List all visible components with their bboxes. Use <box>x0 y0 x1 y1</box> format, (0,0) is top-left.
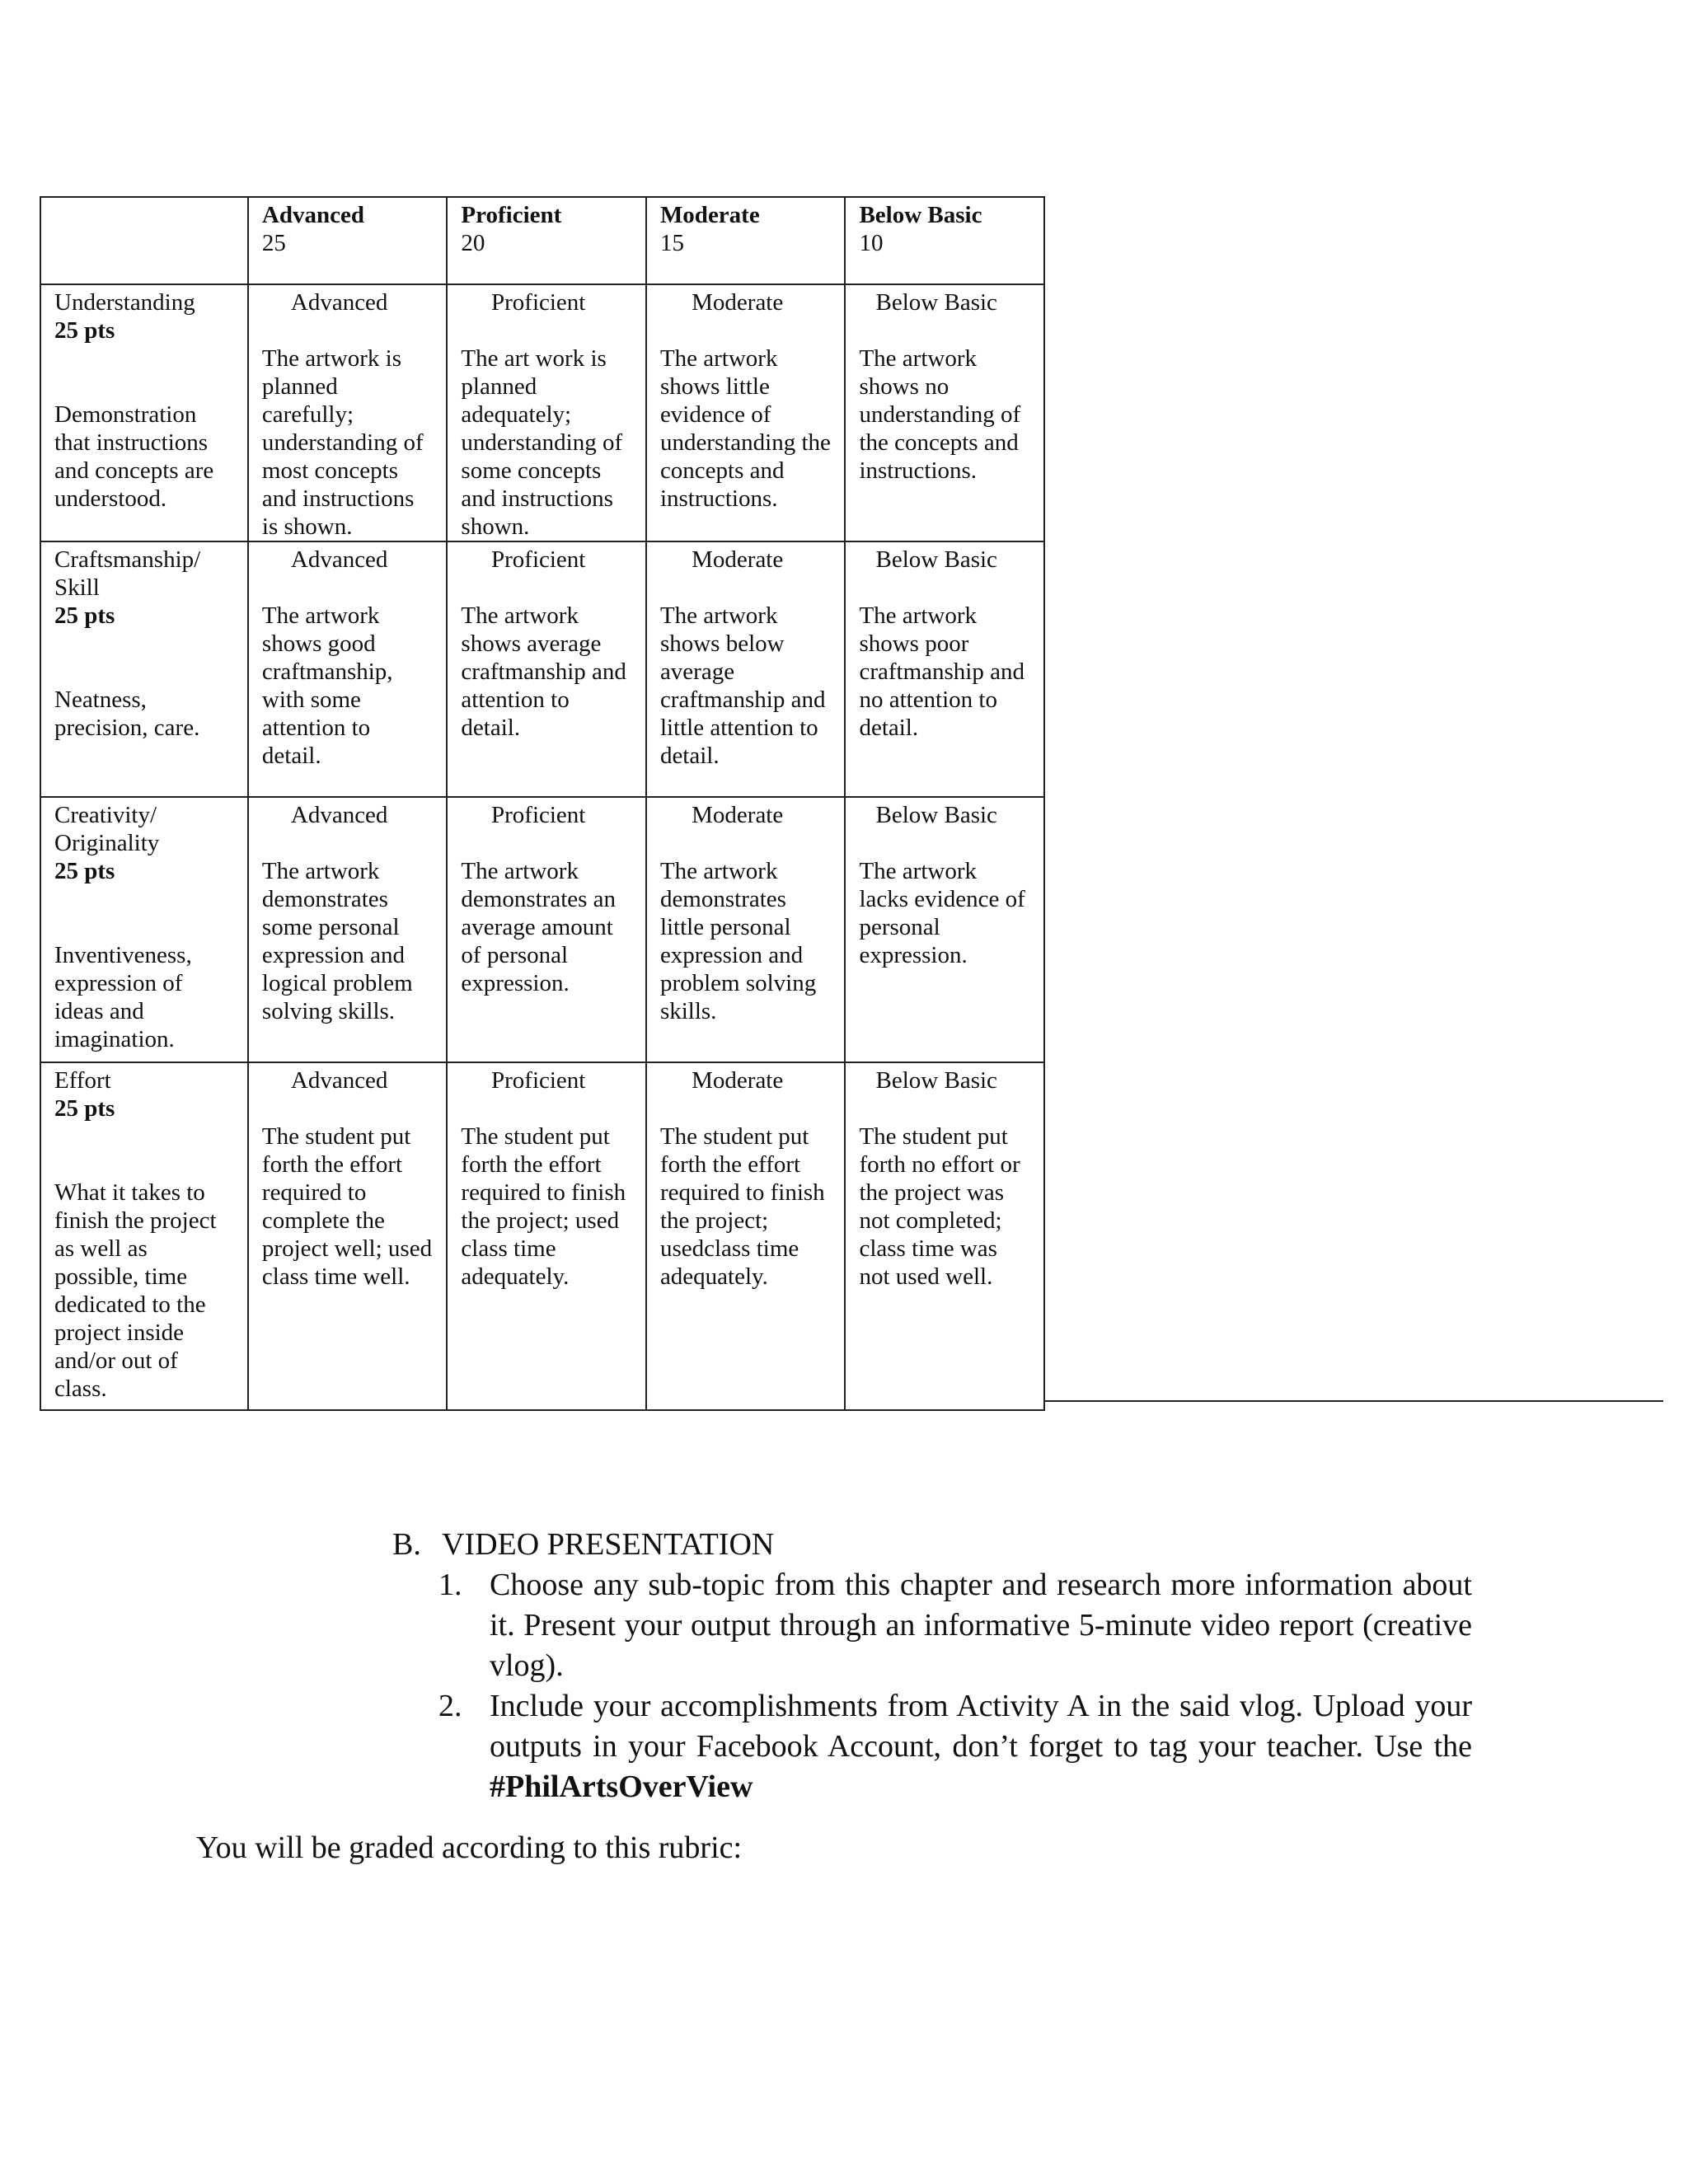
criterion-row-understanding <box>40 284 1044 541</box>
table-bottom-rule <box>1045 1400 1663 1402</box>
rubric-cell <box>845 797 1044 1062</box>
header-level-moderate <box>646 197 846 284</box>
criterion-cell <box>40 1062 248 1410</box>
rubric-table <box>40 196 1045 1411</box>
rubric-cell <box>248 284 448 541</box>
cell-description: The artwork lacks evidence of personal expression. <box>859 858 1025 968</box>
header-level-proficient <box>447 197 646 284</box>
criterion-name: Understanding <box>54 289 195 316</box>
cell-level-label: Moderate <box>692 546 784 573</box>
cell-level-label: Proficient <box>491 802 586 828</box>
cell-level-label: Moderate <box>692 1067 784 1094</box>
cell-level-label: Proficient <box>491 289 586 316</box>
criterion-description: Neatness, precision, care. <box>54 687 200 741</box>
list-item-number: 1. <box>438 1568 462 1602</box>
rubric-cell <box>845 541 1044 797</box>
rubric-cell <box>447 284 646 541</box>
cell-level-label: Moderate <box>692 289 784 316</box>
criterion-description: Inventiveness, expression of ideas and imagination. <box>54 942 192 1052</box>
cell-description: The artwork shows below average craftmanship and little attention to detail. <box>659 602 826 769</box>
cell-level-label: Proficient <box>491 1067 586 1094</box>
cell-description: The student put forth no effort or the project was not completed; class time was not used well. <box>859 1123 1020 1290</box>
list-item-number: 2. <box>438 1689 462 1723</box>
section-heading <box>392 1525 1472 1565</box>
list-item <box>392 1565 1472 1686</box>
rubric-header-row <box>40 197 1044 284</box>
cell-level-label: Below Basic <box>875 802 997 828</box>
rubric-cell <box>248 541 448 797</box>
criterion-cell <box>40 797 248 1062</box>
cell-level-label: Advanced <box>290 289 388 316</box>
rubric-cell <box>646 541 846 797</box>
cell-description: The student put forth the effort required to finish the project; usedclass time adequately. <box>659 1123 825 1290</box>
cell-description: The artwork demonstrates some personal expression and logical problem solving skills. <box>261 858 413 1024</box>
cell-level-label: Moderate <box>692 802 784 828</box>
cell-level-label: Advanced <box>290 802 388 828</box>
criterion-name: Craftsmanship/ Skill <box>54 546 201 601</box>
cell-description: The artwork is planned carefully; understanding of most concepts and instructions is shown. <box>261 345 424 540</box>
list-item <box>392 1686 1472 1807</box>
rubric-cell <box>845 1062 1044 1410</box>
criterion-points: 25 pts <box>54 602 115 629</box>
cell-level-label: Proficient <box>491 546 586 573</box>
section-video-presentation <box>392 1525 1472 1807</box>
cell-level-label: Advanced <box>290 546 388 573</box>
level-name: Proficient <box>461 202 562 228</box>
level-points: 10 <box>859 230 884 256</box>
criterion-points: 25 pts <box>54 858 115 884</box>
cell-level-label: Below Basic <box>875 1067 997 1094</box>
list-item-text: Choose any sub-topic from this chapter and research more information about it. Present your output through an informative 5-minute video report (creative vlog). <box>490 1568 1472 1683</box>
cell-level-label: Below Basic <box>875 289 997 316</box>
graded-note: You will be graded according to this rubric: <box>196 1830 743 1865</box>
header-level-advanced <box>248 197 448 284</box>
cell-description: The student put forth the effort required to finish the project; used class time adequately. <box>461 1123 626 1290</box>
criterion-cell <box>40 284 248 541</box>
criterion-points: 25 pts <box>54 317 115 344</box>
cell-description: The artwork demonstrates little personal expression and problem solving skills. <box>659 858 817 1024</box>
level-name: Advanced <box>261 202 364 228</box>
rubric-cell <box>248 797 448 1062</box>
header-empty-cell <box>40 197 248 284</box>
header-level-below-basic <box>845 197 1044 284</box>
cell-description: The artwork shows little evidence of understanding the concepts and instructions. <box>659 345 831 512</box>
instructions-list <box>392 1565 1472 1807</box>
level-points: 15 <box>659 230 684 256</box>
cell-description: The student put forth the effort required to complete the project well; used class time well. <box>261 1123 433 1290</box>
cell-level-label: Advanced <box>290 1067 388 1094</box>
rubric-cell <box>447 1062 646 1410</box>
section-letter: B. <box>392 1527 421 1562</box>
cell-description: The artwork shows good craftmanship, with some attention to detail. <box>261 602 393 769</box>
section-title: VIDEO PRESENTATION <box>442 1527 775 1562</box>
cell-description: The artwork shows no understanding of the concepts and instructions. <box>859 345 1021 484</box>
criterion-description: What it takes to finish the project as well as possible, time dedicated to the project inside and/or out of class. <box>54 1179 217 1402</box>
rubric-cell <box>646 284 846 541</box>
cell-description: The artwork demonstrates an average amount of personal expression. <box>461 858 617 996</box>
criterion-description: Demonstration that instructions and concepts are understood. <box>54 401 214 512</box>
criterion-name: Effort <box>54 1067 111 1094</box>
criterion-cell <box>40 541 248 797</box>
level-points: 25 <box>261 230 286 256</box>
criterion-row-creativity <box>40 797 1044 1062</box>
criterion-row-craftsmanship <box>40 541 1044 797</box>
level-points: 20 <box>461 230 485 256</box>
cell-description: The artwork shows poor craftmanship and no attention to detail. <box>859 602 1025 741</box>
criterion-name: Creativity/ Originality <box>54 802 160 856</box>
rubric-cell <box>845 284 1044 541</box>
rubric-cell <box>248 1062 448 1410</box>
cell-description: The art work is planned adequately; understanding of some concepts and instructions shown. <box>461 345 623 540</box>
list-item-text: Include your accomplishments from Activity A in the said vlog. Upload your outputs in your Facebook Account, don’t forget to tag your teacher. Use the <box>490 1689 1472 1764</box>
level-name: Moderate <box>659 202 760 228</box>
hashtag: #PhilArtsOverView <box>490 1769 753 1804</box>
criterion-points: 25 pts <box>54 1095 115 1122</box>
rubric-cell <box>646 1062 846 1410</box>
rubric-cell <box>447 797 646 1062</box>
cell-level-label: Below Basic <box>875 546 997 573</box>
level-name: Below Basic <box>859 202 982 228</box>
criterion-row-effort <box>40 1062 1044 1410</box>
rubric-cell <box>447 541 646 797</box>
rubric-cell <box>646 797 846 1062</box>
cell-description: The artwork shows average craftmanship and attention to detail. <box>461 602 626 741</box>
